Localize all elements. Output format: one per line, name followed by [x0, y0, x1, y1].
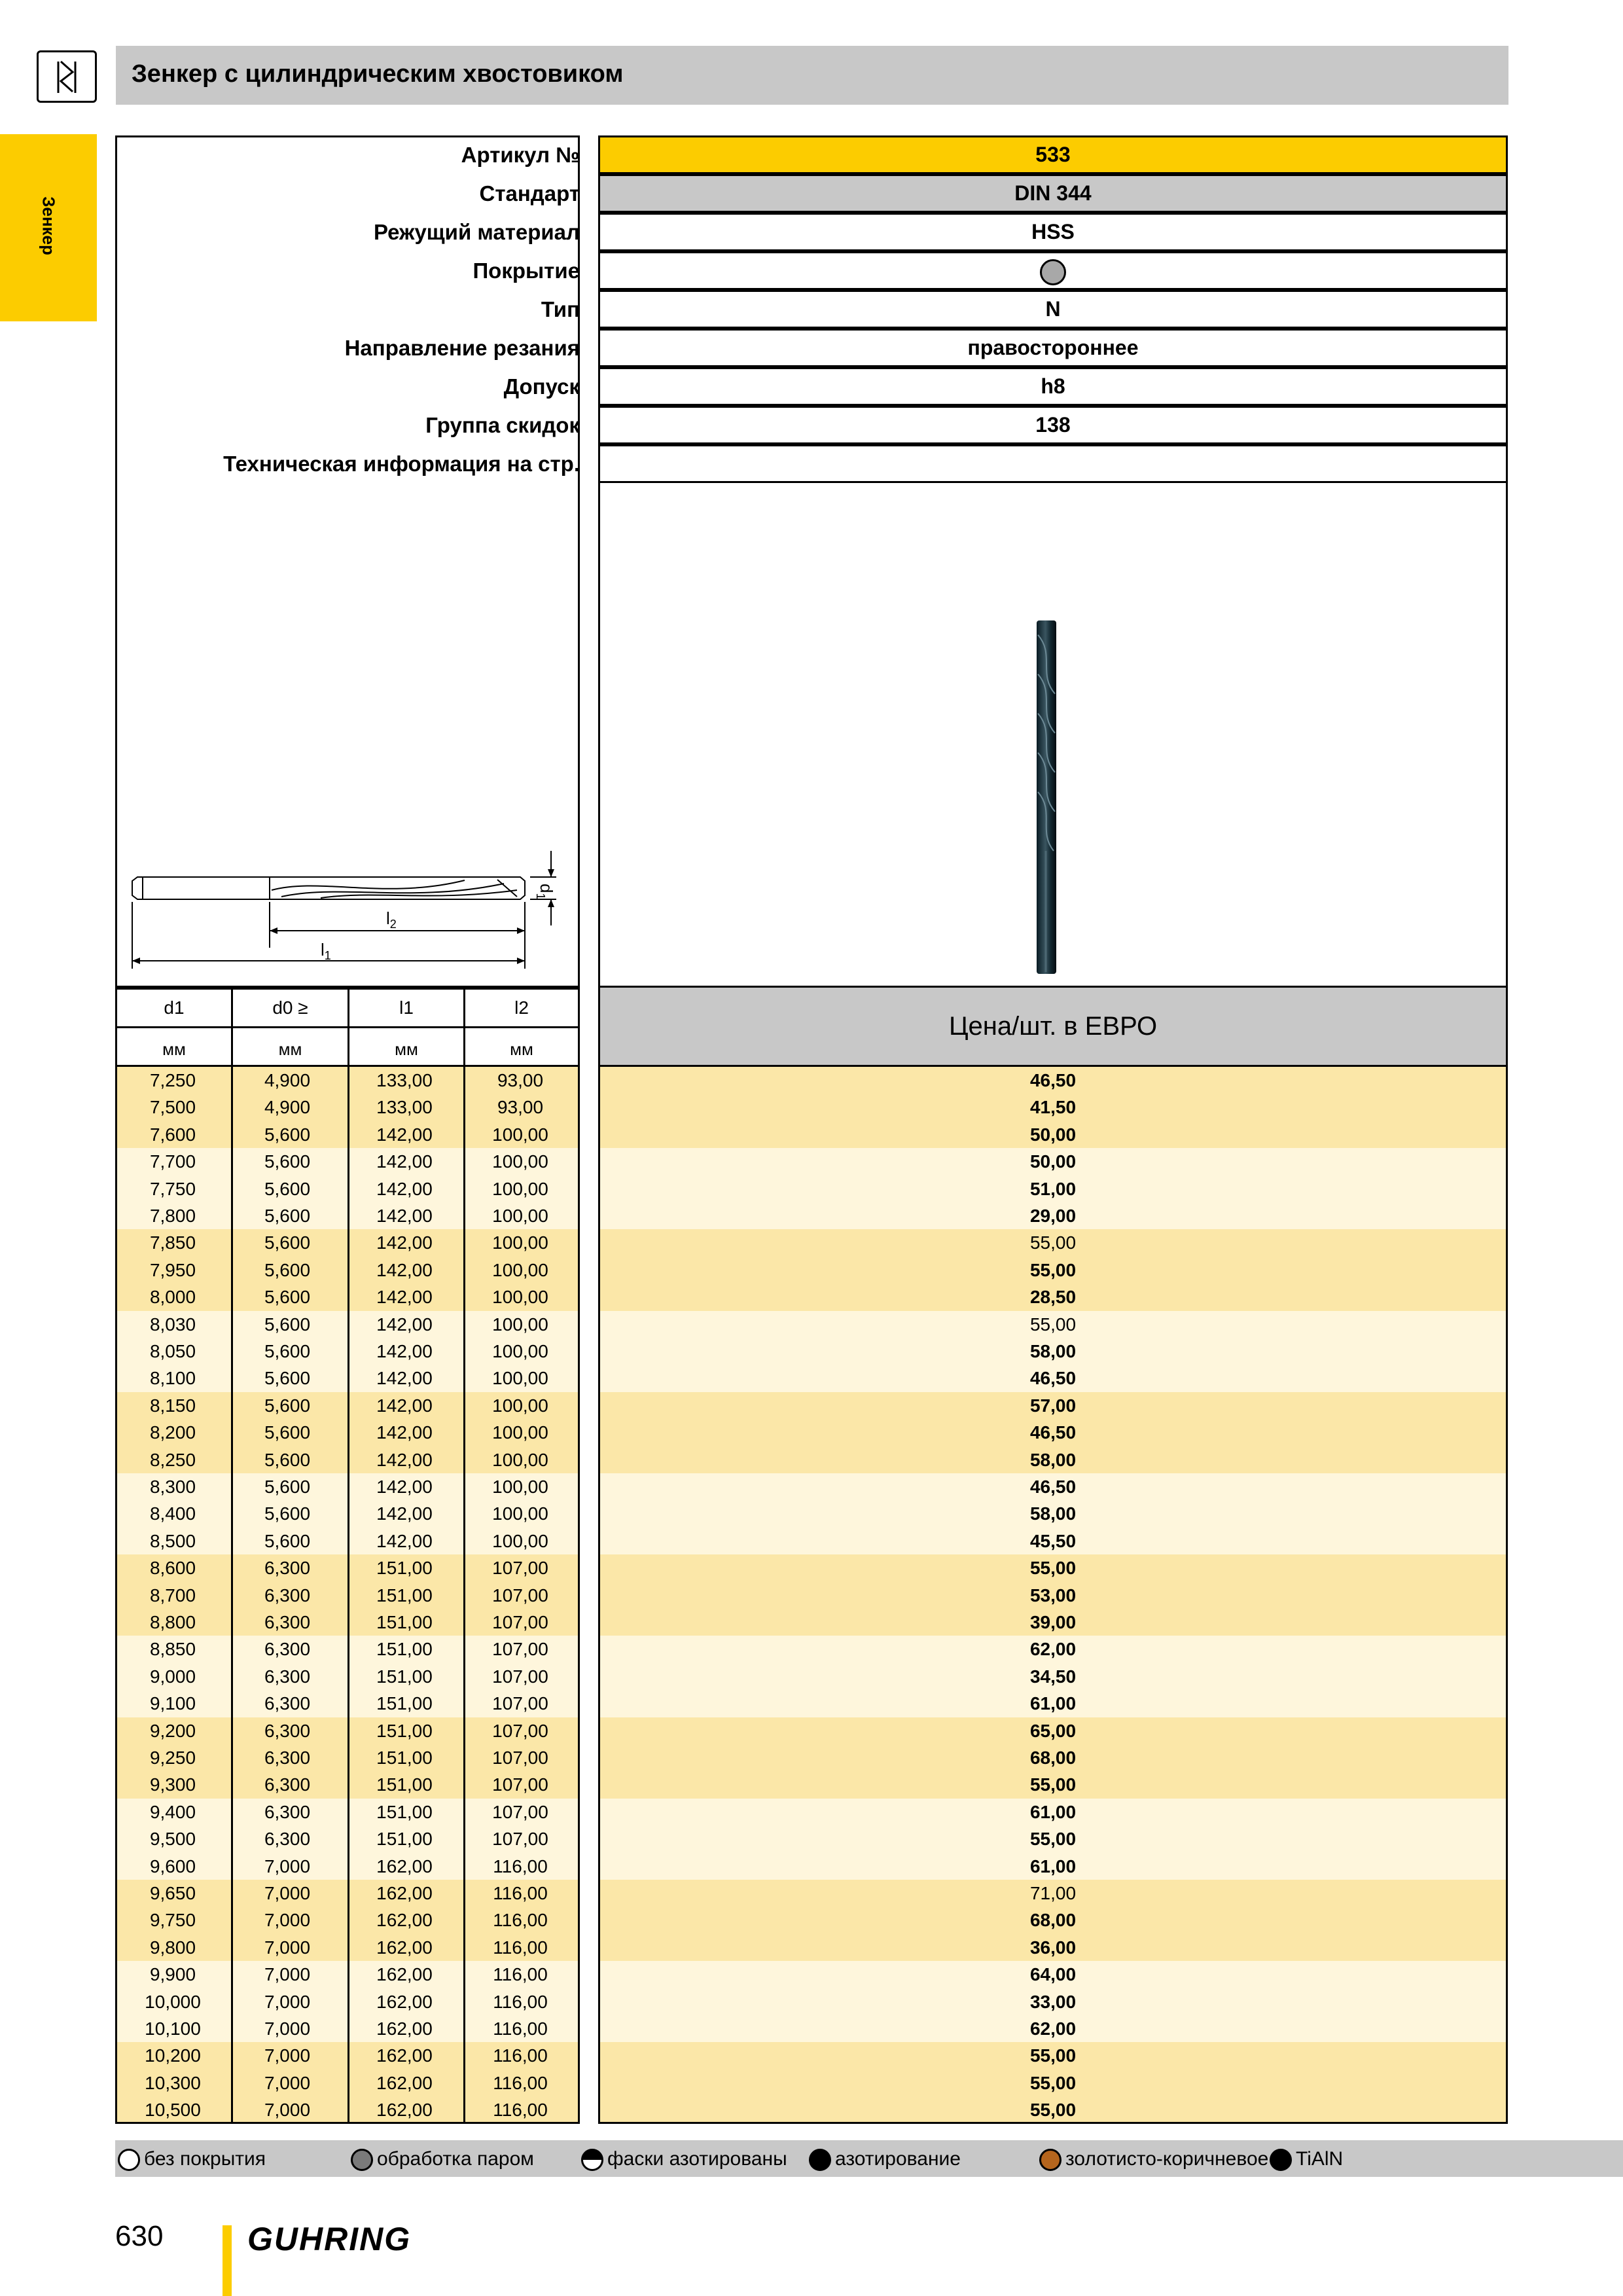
- table-gap: [580, 1473, 598, 1500]
- table-gap: [580, 1663, 598, 1690]
- legend-item: без покрытия: [118, 2148, 266, 2171]
- cell-d1: 7,950: [149, 1259, 196, 1280]
- dim-l1-label: $l_1$: [321, 940, 331, 962]
- table-gap: [580, 1257, 598, 1283]
- cell-l2: 107,00: [492, 1558, 548, 1579]
- cell-l1: 162,00: [376, 1964, 433, 1985]
- cell-price: 55,00: [1029, 2072, 1077, 2093]
- cell-d1: 9,300: [149, 1774, 196, 1795]
- countersink-dimension-drawing: [124, 844, 576, 982]
- cell-d1: 9,250: [149, 1748, 196, 1768]
- col-header-l1: l1: [348, 988, 465, 1028]
- cell-l2: 93,00: [497, 1097, 544, 1118]
- table-gap: [580, 2070, 598, 2096]
- cell-l1: 142,00: [376, 1395, 433, 1416]
- table-gap: [580, 1799, 598, 1825]
- cell-price: 65,00: [1029, 1720, 1077, 1741]
- cell-l2: 107,00: [492, 1774, 548, 1795]
- cell-d1: 9,000: [149, 1666, 196, 1687]
- cell-l1: 162,00: [376, 1883, 433, 1903]
- cell-d1: 10,100: [145, 2018, 201, 2039]
- price-table-frame: [598, 1065, 1508, 2124]
- cell-l2: 116,00: [493, 1991, 548, 2012]
- value-cutting-material: HSS: [598, 213, 1508, 251]
- cell-d1: 8,200: [149, 1422, 196, 1443]
- cell-d0: 6,300: [264, 1612, 311, 1632]
- table-gap: [580, 1338, 598, 1365]
- cell-d1: 8,700: [149, 1585, 196, 1605]
- cell-d1: 9,600: [149, 1856, 196, 1876]
- cell-d1: 8,000: [149, 1287, 196, 1308]
- cell-l1: 151,00: [376, 1639, 433, 1660]
- cell-d0: 5,600: [264, 1422, 311, 1443]
- cell-d0: 5,600: [264, 1206, 311, 1226]
- cell-d0: 6,300: [264, 1720, 311, 1741]
- col-unit-d1: мм: [115, 1026, 233, 1067]
- gold-brown-icon: [1039, 2149, 1061, 2171]
- value-technical-info: [598, 444, 1508, 483]
- cell-l1: 151,00: [376, 1585, 433, 1605]
- cell-l2: 107,00: [492, 1748, 548, 1768]
- cell-l1: 162,00: [376, 1910, 433, 1931]
- label-technical-info: Техническая информация на стр.: [223, 452, 580, 476]
- cell-l1: 151,00: [376, 1720, 433, 1741]
- table-gap: [580, 1717, 598, 1744]
- countersink-product-image: [1021, 615, 1073, 982]
- countersink-symbol-icon: [39, 52, 95, 101]
- col-unit-l1: мм: [348, 1026, 465, 1067]
- cell-price: 55,00: [1029, 1314, 1077, 1335]
- value-tolerance: h8: [598, 367, 1508, 406]
- cell-d0: 5,600: [264, 1341, 311, 1361]
- cell-l2: 116,00: [493, 1910, 548, 1931]
- cell-d1: 10,200: [145, 2045, 201, 2066]
- table-gap: [580, 1446, 598, 1473]
- cell-d0: 5,600: [264, 1395, 311, 1416]
- cell-l1: 142,00: [376, 1503, 433, 1524]
- uncoated-icon: [118, 2149, 140, 2171]
- cell-d1: 7,850: [149, 1232, 196, 1253]
- cell-price: 57,00: [1029, 1395, 1077, 1416]
- cell-l1: 142,00: [376, 1206, 433, 1226]
- cell-l2: 116,00: [493, 2018, 548, 2039]
- brand-logo: GUHRING: [247, 2221, 412, 2257]
- cell-d0: 5,600: [264, 1477, 311, 1497]
- cell-d1: 9,800: [149, 1937, 196, 1958]
- cell-l1: 151,00: [376, 1558, 433, 1579]
- cell-price: 46,50: [1029, 1070, 1077, 1090]
- cell-price: 61,00: [1029, 1801, 1077, 1822]
- cell-l1: 151,00: [376, 1774, 433, 1795]
- cell-price: 50,00: [1029, 1124, 1077, 1145]
- cell-d1: 8,400: [149, 1503, 196, 1524]
- value-discount-group: 138: [598, 406, 1508, 444]
- cell-d1: 8,500: [149, 1530, 196, 1551]
- cell-d1: 9,650: [149, 1883, 196, 1903]
- cell-l1: 142,00: [376, 1259, 433, 1280]
- legend-item: TiAlN: [1270, 2148, 1343, 2171]
- cell-d1: 8,600: [149, 1558, 196, 1579]
- cell-l2: 107,00: [492, 1720, 548, 1741]
- cell-price: 41,50: [1029, 1097, 1077, 1118]
- nitrided-icon: [809, 2149, 831, 2171]
- cell-d1: 8,030: [149, 1314, 196, 1335]
- value-cutting-direction: правостороннее: [598, 329, 1508, 367]
- cell-d1: 9,400: [149, 1801, 196, 1822]
- cell-l2: 107,00: [492, 1639, 548, 1660]
- cell-l2: 100,00: [492, 1314, 548, 1335]
- label-cutting-material: Режущий материал: [373, 220, 580, 244]
- cell-price: 51,00: [1029, 1178, 1077, 1199]
- cell-d0: 7,000: [264, 1883, 311, 1903]
- table-gap: [580, 1690, 598, 1717]
- cell-price: 34,50: [1029, 1666, 1077, 1687]
- section-side-tab: [0, 134, 97, 321]
- column-divider: [463, 1065, 465, 2124]
- legend-item: обработка паром: [351, 2148, 534, 2171]
- cell-l2: 100,00: [492, 1395, 548, 1416]
- cell-l1: 151,00: [376, 1801, 433, 1822]
- cell-l2: 107,00: [492, 1693, 548, 1714]
- table-gap: [580, 1988, 598, 2015]
- cell-l1: 142,00: [376, 1530, 433, 1551]
- cell-l2: 107,00: [492, 1585, 548, 1605]
- table-gap: [580, 1365, 598, 1391]
- value-standard: DIN 344: [598, 174, 1508, 213]
- cell-d0: 6,300: [264, 1639, 311, 1660]
- cell-d1: 8,300: [149, 1477, 196, 1497]
- cell-d0: 5,600: [264, 1124, 311, 1145]
- cell-price: 55,00: [1029, 2045, 1077, 2066]
- cell-d0: 6,300: [264, 1801, 311, 1822]
- cell-price: 50,00: [1029, 1151, 1077, 1172]
- cell-l1: 133,00: [376, 1070, 433, 1090]
- cell-l2: 116,00: [493, 2045, 548, 2066]
- table-gap: [580, 1392, 598, 1419]
- cell-price: 62,00: [1029, 2018, 1077, 2039]
- label-discount-group: Группа скидок: [425, 413, 580, 437]
- cell-d0: 7,000: [264, 2100, 311, 2121]
- table-gap: [580, 2042, 598, 2069]
- table-gap: [580, 1771, 598, 1798]
- label-standard: Стандарт: [479, 181, 580, 206]
- table-gap: [580, 2015, 598, 2042]
- cell-d1: 7,750: [149, 1178, 196, 1199]
- cell-d0: 5,600: [264, 1503, 311, 1524]
- col-header-d0: d0 ≥: [231, 988, 349, 1028]
- cell-l1: 142,00: [376, 1151, 433, 1172]
- cell-l1: 151,00: [376, 1693, 433, 1714]
- steam-treated-coating-icon: [1040, 259, 1066, 285]
- cell-l1: 151,00: [376, 1829, 433, 1850]
- cell-l1: 162,00: [376, 2018, 433, 2039]
- cell-price: 55,00: [1029, 1774, 1077, 1795]
- table-gap: [580, 1880, 598, 1907]
- cell-l2: 100,00: [492, 1341, 548, 1361]
- cell-d0: 6,300: [264, 1774, 311, 1795]
- cell-l1: 151,00: [376, 1612, 433, 1632]
- cell-l1: 142,00: [376, 1232, 433, 1253]
- cell-d1: 9,100: [149, 1693, 196, 1714]
- cell-price: 39,00: [1029, 1612, 1077, 1632]
- table-gap: [580, 1528, 598, 1554]
- cell-l1: 162,00: [376, 1856, 433, 1876]
- cell-l1: 142,00: [376, 1314, 433, 1335]
- cell-price: 61,00: [1029, 1856, 1077, 1876]
- cell-price: 61,00: [1029, 1693, 1077, 1714]
- cell-d0: 6,300: [264, 1585, 311, 1605]
- col-unit-l2: мм: [463, 1026, 580, 1067]
- cell-l2: 100,00: [492, 1503, 548, 1524]
- cell-l1: 133,00: [376, 1097, 433, 1118]
- cell-l2: 93,00: [497, 1070, 544, 1090]
- cell-d0: 5,600: [264, 1259, 311, 1280]
- cell-d0: 7,000: [264, 1964, 311, 1985]
- product-category-icon: [37, 50, 97, 103]
- cell-l1: 142,00: [376, 1449, 433, 1470]
- cell-price: 33,00: [1029, 1991, 1077, 2012]
- price-column-header: Цена/шт. в ЕВРО: [598, 988, 1508, 1067]
- cell-d1: 9,200: [149, 1720, 196, 1741]
- cell-l2: 116,00: [493, 2100, 548, 2121]
- cell-l1: 162,00: [376, 2100, 433, 2121]
- value-coating: [598, 251, 1508, 290]
- page-number: 630: [115, 2220, 164, 2252]
- table-gap: [580, 1311, 598, 1338]
- cell-d0: 7,000: [264, 1991, 311, 2012]
- label-cutting-direction: Направление резания: [344, 336, 580, 360]
- cell-d1: 8,850: [149, 1639, 196, 1660]
- cell-d1: 10,500: [145, 2100, 201, 2121]
- legend-item: фаски азотированы: [581, 2148, 787, 2171]
- cell-d0: 4,900: [264, 1097, 311, 1118]
- tialn-coating-icon: [1270, 2149, 1292, 2171]
- cell-d1: 7,700: [149, 1151, 196, 1172]
- cell-d1: 7,250: [149, 1070, 196, 1090]
- cell-l2: 107,00: [492, 1829, 548, 1850]
- cell-price: 64,00: [1029, 1964, 1077, 1985]
- cell-l1: 142,00: [376, 1124, 433, 1145]
- label-type: Тип: [541, 297, 580, 321]
- column-divider: [231, 1065, 233, 2124]
- cell-l1: 162,00: [376, 2045, 433, 2066]
- value-article: 533: [598, 135, 1508, 174]
- cell-price: 55,00: [1029, 1558, 1077, 1579]
- cell-d0: 5,600: [264, 1151, 311, 1172]
- cell-l2: 100,00: [492, 1124, 548, 1145]
- cell-l2: 100,00: [492, 1232, 548, 1253]
- cell-l2: 100,00: [492, 1368, 548, 1389]
- table-gap: [580, 1229, 598, 1256]
- cell-d1: 8,800: [149, 1612, 196, 1632]
- cell-l1: 162,00: [376, 2072, 433, 2093]
- table-gap: [580, 2096, 598, 2123]
- cell-l1: 142,00: [376, 1287, 433, 1308]
- label-coating: Покрытие: [473, 259, 580, 283]
- col-header-l2: l2: [463, 988, 580, 1028]
- cell-price: 55,00: [1029, 1232, 1077, 1253]
- cell-price: 58,00: [1029, 1449, 1077, 1470]
- cell-d1: 10,000: [145, 1991, 201, 2012]
- cell-price: 46,50: [1029, 1422, 1077, 1443]
- table-gap: [580, 1961, 598, 1988]
- cell-d0: 7,000: [264, 2072, 311, 2093]
- cell-l2: 107,00: [492, 1801, 548, 1822]
- steam-treated-icon: [351, 2149, 373, 2171]
- cell-d0: 6,300: [264, 1748, 311, 1768]
- table-gap: [580, 1609, 598, 1636]
- cell-d0: 6,300: [264, 1666, 311, 1687]
- cell-price: 45,50: [1029, 1530, 1077, 1551]
- table-gap: [580, 1554, 598, 1581]
- cell-price: 55,00: [1029, 1259, 1077, 1280]
- cell-price: 53,00: [1029, 1585, 1077, 1605]
- legend-item: золотисто-коричневое: [1039, 2148, 1268, 2171]
- cell-d1: 7,500: [149, 1097, 196, 1118]
- cell-d1: 9,750: [149, 1910, 196, 1931]
- table-gap: [580, 1121, 598, 1148]
- table-gap: [580, 1283, 598, 1310]
- cell-l2: 100,00: [492, 1449, 548, 1470]
- page-title: Зенкер с цилиндрическим хвостовиком: [132, 60, 624, 88]
- cell-price: 29,00: [1029, 1206, 1077, 1226]
- table-gap: [580, 1825, 598, 1852]
- cell-l1: 162,00: [376, 1991, 433, 2012]
- col-header-d1: d1: [115, 988, 233, 1028]
- section-side-tab-label: Зенкер: [39, 196, 59, 255]
- cell-l1: 142,00: [376, 1368, 433, 1389]
- cell-l2: 107,00: [492, 1612, 548, 1632]
- cell-d1: 8,150: [149, 1395, 196, 1416]
- cell-d0: 5,600: [264, 1232, 311, 1253]
- cell-l1: 151,00: [376, 1748, 433, 1768]
- table-gap: [580, 1636, 598, 1662]
- cell-d0: 6,300: [264, 1829, 311, 1850]
- cell-d1: 7,600: [149, 1124, 196, 1145]
- cell-d0: 6,300: [264, 1558, 311, 1579]
- cell-l1: 151,00: [376, 1666, 433, 1687]
- cell-d1: 8,250: [149, 1449, 196, 1470]
- cell-d0: 5,600: [264, 1368, 311, 1389]
- cell-price: 71,00: [1029, 1883, 1077, 1903]
- cell-d1: 9,900: [149, 1964, 196, 1985]
- cell-price: 55,00: [1029, 1829, 1077, 1850]
- cell-l2: 116,00: [493, 1937, 548, 1958]
- table-gap: [580, 1419, 598, 1446]
- cell-price: 46,50: [1029, 1477, 1077, 1497]
- cell-l2: 100,00: [492, 1422, 548, 1443]
- cell-d0: 7,000: [264, 1910, 311, 1931]
- cell-d1: 8,050: [149, 1341, 196, 1361]
- cell-d1: 8,100: [149, 1368, 196, 1389]
- cell-price: 46,50: [1029, 1368, 1077, 1389]
- cell-l1: 162,00: [376, 1937, 433, 1958]
- cell-d0: 7,000: [264, 2045, 311, 2066]
- cell-price: 62,00: [1029, 1639, 1077, 1660]
- nitrided-chamfers-icon: [581, 2149, 603, 2171]
- table-gap: [580, 1934, 598, 1961]
- cell-d0: 5,600: [264, 1178, 311, 1199]
- cell-price: 58,00: [1029, 1341, 1077, 1361]
- cell-d1: 10,300: [145, 2072, 201, 2093]
- table-gap: [580, 1148, 598, 1175]
- cell-l2: 116,00: [493, 1883, 548, 1903]
- cell-d1: 9,500: [149, 1829, 196, 1850]
- table-gap: [580, 1853, 598, 1880]
- dim-d1-label: $d_1$: [534, 884, 556, 900]
- cell-l2: 116,00: [493, 1856, 548, 1876]
- cell-l2: 100,00: [492, 1530, 548, 1551]
- cell-l1: 142,00: [376, 1341, 433, 1361]
- cell-l1: 142,00: [376, 1178, 433, 1199]
- cell-price: 55,00: [1029, 2100, 1077, 2121]
- table-gap: [580, 1175, 598, 1202]
- legend-item: азотирование: [809, 2148, 961, 2171]
- cell-d0: 4,900: [264, 1070, 311, 1090]
- cell-l2: 116,00: [493, 1964, 548, 1985]
- cell-d0: 5,600: [264, 1314, 311, 1335]
- cell-d0: 7,000: [264, 2018, 311, 2039]
- cell-l2: 100,00: [492, 1287, 548, 1308]
- cell-price: 68,00: [1029, 1748, 1077, 1768]
- cell-d0: 7,000: [264, 1856, 311, 1876]
- table-gap: [580, 1067, 598, 1094]
- value-type: N: [598, 290, 1508, 329]
- cell-d0: 7,000: [264, 1937, 311, 1958]
- cell-l2: 100,00: [492, 1206, 548, 1226]
- cell-l2: 100,00: [492, 1259, 548, 1280]
- cell-d0: 5,600: [264, 1449, 311, 1470]
- page-title-bar: [116, 46, 1508, 105]
- table-gap: [580, 1202, 598, 1229]
- footer-accent-strip: [223, 2225, 232, 2296]
- table-gap: [580, 1094, 598, 1121]
- label-tolerance: Допуск: [503, 374, 580, 399]
- table-gap: [580, 1582, 598, 1609]
- cell-price: 36,00: [1029, 1937, 1077, 1958]
- cell-d0: 5,600: [264, 1287, 311, 1308]
- cell-l2: 100,00: [492, 1151, 548, 1172]
- dim-l2-label: $l_2$: [386, 908, 397, 931]
- table-gap: [580, 1907, 598, 1933]
- cell-l2: 100,00: [492, 1477, 548, 1497]
- column-divider: [348, 1065, 349, 2124]
- cell-price: 68,00: [1029, 1910, 1077, 1931]
- cell-l2: 100,00: [492, 1178, 548, 1199]
- col-unit-d0: мм: [231, 1026, 349, 1067]
- cell-price: 28,50: [1029, 1287, 1077, 1308]
- cell-l1: 142,00: [376, 1422, 433, 1443]
- cell-d0: 5,600: [264, 1530, 311, 1551]
- cell-d0: 6,300: [264, 1693, 311, 1714]
- cell-d1: 7,800: [149, 1206, 196, 1226]
- cell-l2: 116,00: [493, 2072, 548, 2093]
- label-article: Артикул №: [461, 143, 580, 167]
- table-gap: [580, 1744, 598, 1771]
- table-gap: [580, 1500, 598, 1527]
- cell-l1: 142,00: [376, 1477, 433, 1497]
- cell-price: 58,00: [1029, 1503, 1077, 1524]
- cell-l2: 107,00: [492, 1666, 548, 1687]
